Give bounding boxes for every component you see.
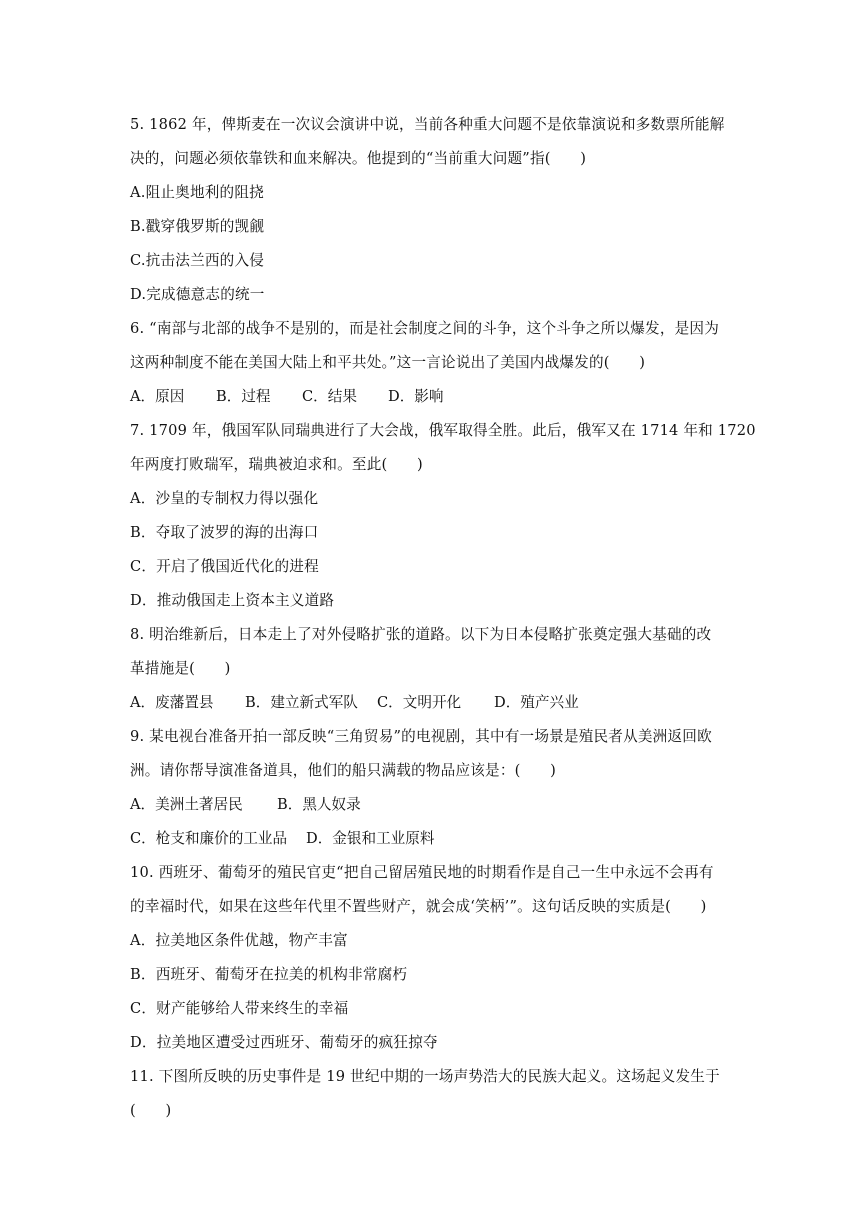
question-6-stem-line-1: 6. “南部与北部的战争不是别的，而是社会制度之间的斗争，这个斗争之所以爆发，是因为 (130, 320, 719, 337)
question-11-stem-line-2: ( ) (130, 1102, 172, 1119)
question-9-stem-line-2: 洲。请你帮导演准备道具，他们的船只满载的物品应该是：( ) (130, 762, 557, 779)
question-9-option-c: C．枪支和廉价的工业品 (130, 830, 288, 847)
question-5-option-d: D.完成德意志的统一 (130, 286, 265, 303)
question-8-stem-line-2: 革措施是( ) (130, 660, 231, 677)
question-10-stem-line-2: 的幸福时代，如果在这些年代里不置些财产，就会成‘笑柄’”。这句话反映的实质是( ) (130, 898, 707, 915)
question-7 (130, 414, 756, 618)
question-5-option-b: B.戳穿俄罗斯的觊觎 (130, 218, 265, 235)
question-8-stem-line-1: 8. 明治维新后，日本走上了对外侵略扩张的道路。以下为日本侵略扩张奠定强大基础的改 (130, 626, 712, 643)
question-6-option-b: B．过程 (216, 388, 271, 405)
question-7-option-a: A．沙皇的专制权力得以强化 (130, 490, 319, 507)
question-8-option-c: C．文明开化 (377, 694, 462, 711)
question-9-options-row-1 (130, 788, 730, 822)
question-5-option-c: C.抗击法兰西的入侵 (130, 252, 265, 269)
question-10-option-c: C．财产能够给人带来终生的幸福 (130, 1000, 349, 1017)
question-5 (130, 108, 730, 312)
question-8-option-b: B．建立新式军队 (245, 694, 358, 711)
question-5-stem-line-2: 决的，问题必须依靠铁和血来解决。他提到的“当前重大问题”指( ) (130, 150, 587, 167)
question-9-option-b: B．黑人奴录 (277, 796, 361, 813)
question-6-option-c: C．结果 (302, 388, 357, 405)
question-5-stem-line-1: 5. 1862 年，俾斯麦在一次议会演讲中说，当前各种重大问题不是依靠演说和多数票所能解 (130, 116, 725, 133)
question-5-option-a: A.阻止奥地利的阻挠 (130, 184, 264, 201)
question-8-option-a: A．废藩置县 (130, 694, 214, 711)
question-11 (130, 1060, 730, 1128)
question-9-option-a: A．美洲土著居民 (130, 796, 243, 813)
question-10-option-a: A．拉美地区条件优越，物产丰富 (130, 932, 348, 949)
question-11-stem-line-1: 11. 下图所反映的历史事件是 19 世纪中期的一场声势浩大的民族大起义。这场起义发生于 (130, 1068, 720, 1085)
question-8-options (130, 686, 730, 720)
question-9-option-d: D．金银和工业原料 (306, 830, 435, 847)
question-6-option-a: A．原因 (130, 388, 185, 405)
question-10 (130, 856, 730, 1060)
exam-page (130, 108, 756, 1128)
question-8-option-d: D．殖产兴业 (494, 694, 579, 711)
question-10-stem-line-1: 10. 西班牙、葡萄牙的殖民官吏“把自己留居殖民地的时期看作是自己一生中永远不会再有 (130, 864, 714, 881)
question-6-options (130, 380, 730, 414)
question-9-stem-line-1: 9. 某电视台准备开拍一部反映“三角贸易”的电视剧，其中有一场景是殖民者从美洲返回欧 (130, 728, 712, 745)
question-9-options-row-2 (130, 822, 730, 856)
question-10-option-b: B．西班牙、葡萄牙在拉美的机构非常腐朽 (130, 966, 408, 983)
question-7-stem-line-1: 7. 1709 年，俄国军队同瑞典进行了大会战，俄军取得全胜。此后，俄军又在 1714 年和 1720 (130, 422, 756, 439)
question-9 (130, 720, 730, 856)
question-7-option-b: B．夺取了波罗的海的出海口 (130, 524, 319, 541)
question-7-stem-line-2: 年两度打败瑞军，瑞典被迫求和。至此( ) (130, 456, 423, 473)
question-6-option-d: D．影响 (388, 388, 444, 405)
question-7-option-c: C．开启了俄国近代化的进程 (130, 558, 319, 575)
question-10-option-d: D．拉美地区遭受过西班牙、葡萄牙的疯狂掠夺 (130, 1034, 438, 1051)
question-6 (130, 312, 730, 414)
question-6-stem-line-2: 这两种制度不能在美国大陆上和平共处。”这一言论说出了美国内战爆发的( ) (130, 354, 646, 371)
question-8 (130, 618, 730, 720)
question-7-option-d: D．推动俄国走上资本主义道路 (130, 592, 335, 609)
